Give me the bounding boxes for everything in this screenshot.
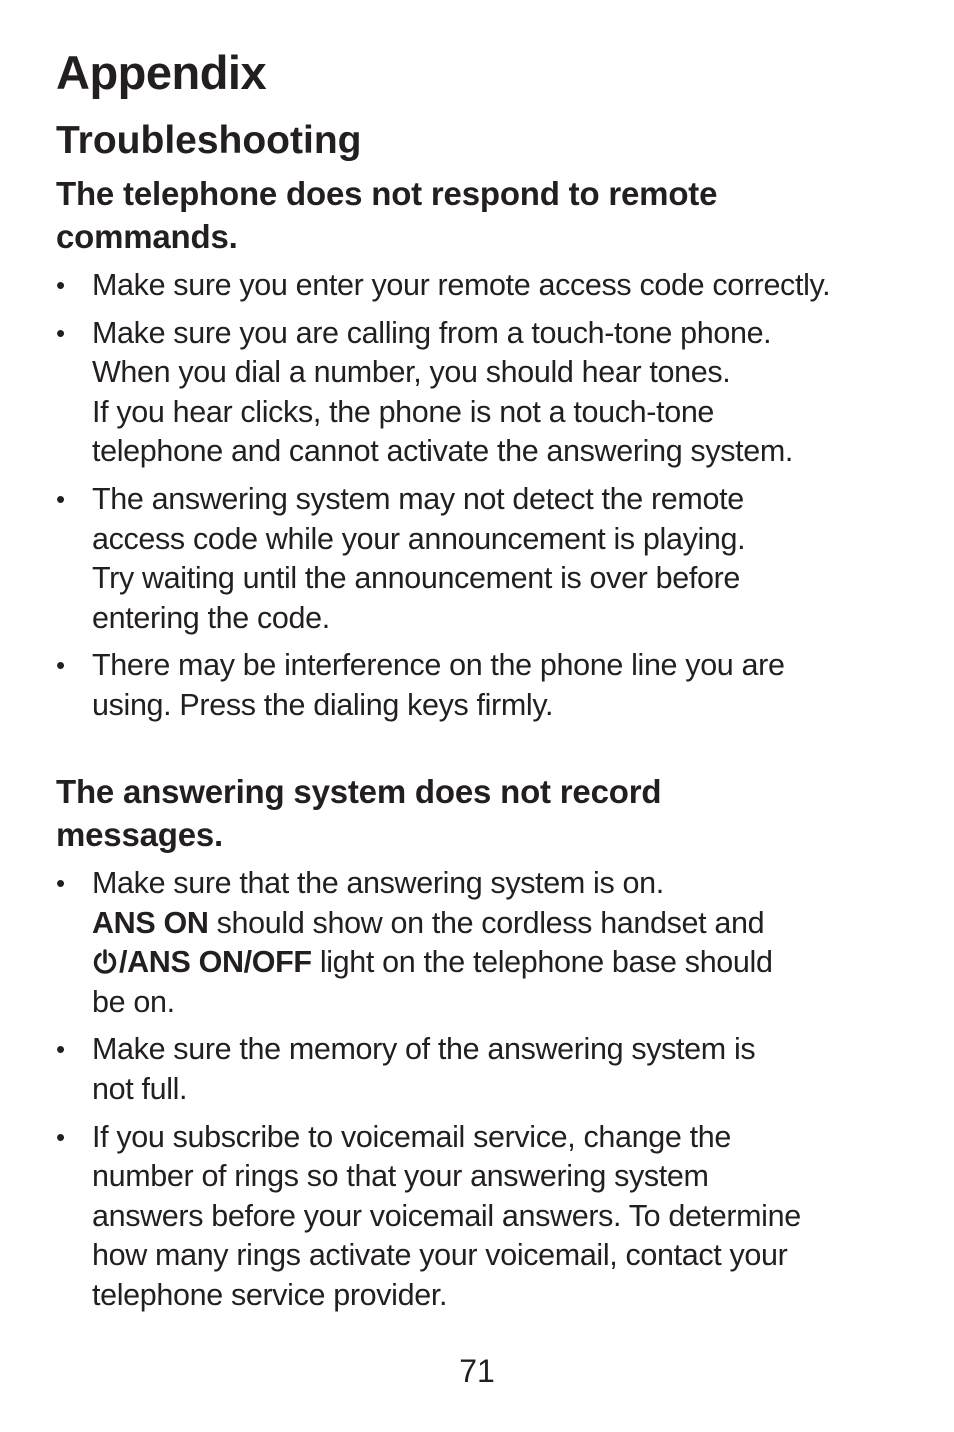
power-icon [92,949,118,975]
bullet: • [56,1034,65,1065]
page-title: Appendix [56,46,267,99]
section-title: Troubleshooting [56,119,362,162]
list-item: • Make sure the memory of the answering system is not full. [56,1032,756,1106]
list-item: • Make sure you enter your remote access code correctly. [56,266,916,306]
bullet: • [56,1121,65,1152]
bullet: • [56,317,65,348]
list-item: • If you subscribe to voicemail service, change the number of rings so that your answering system answers before your voicemail answers. To determine how many rings activate your voicemail, contact your telephone service provider. [56,1119,801,1312]
list-item: • Make sure that the answering system is on. ANS ON should show on the cordless handset and /ANS ON/OFF light on the telephone base should be on. [56,866,773,1019]
remote-commands-tips [56,266,916,726]
bullet: • [56,868,65,898]
problem-heading-remote-commands: The telephone does not respond to remote commands. [56,175,718,255]
problem-heading-no-recording: The answering system does not record messages. [56,773,662,853]
page-number: 71 [459,1353,495,1389]
bullet: • [56,270,65,300]
bullet: • [56,650,65,681]
no-recording-tips [56,864,916,1316]
ans-onoff-label: /ANS ON/OFF [119,945,312,980]
list-item: • The answering system may not detect the remote access code while your announcement is playing. Try waiting until the announcement is over before entering the code. [56,481,746,635]
ans-on-label: ANS ON [92,905,209,940]
list-item: • Make sure you are calling from a touch-tone phone. When you dial a number, you should hear tones. If you hear clicks, the phone is not a touch-tone telephone and cannot activate the answering system. [56,315,794,469]
list-item: • There may be interference on the phone line you are using. Press the dialing keys firmly. [56,648,785,722]
bullet: • [56,483,65,514]
